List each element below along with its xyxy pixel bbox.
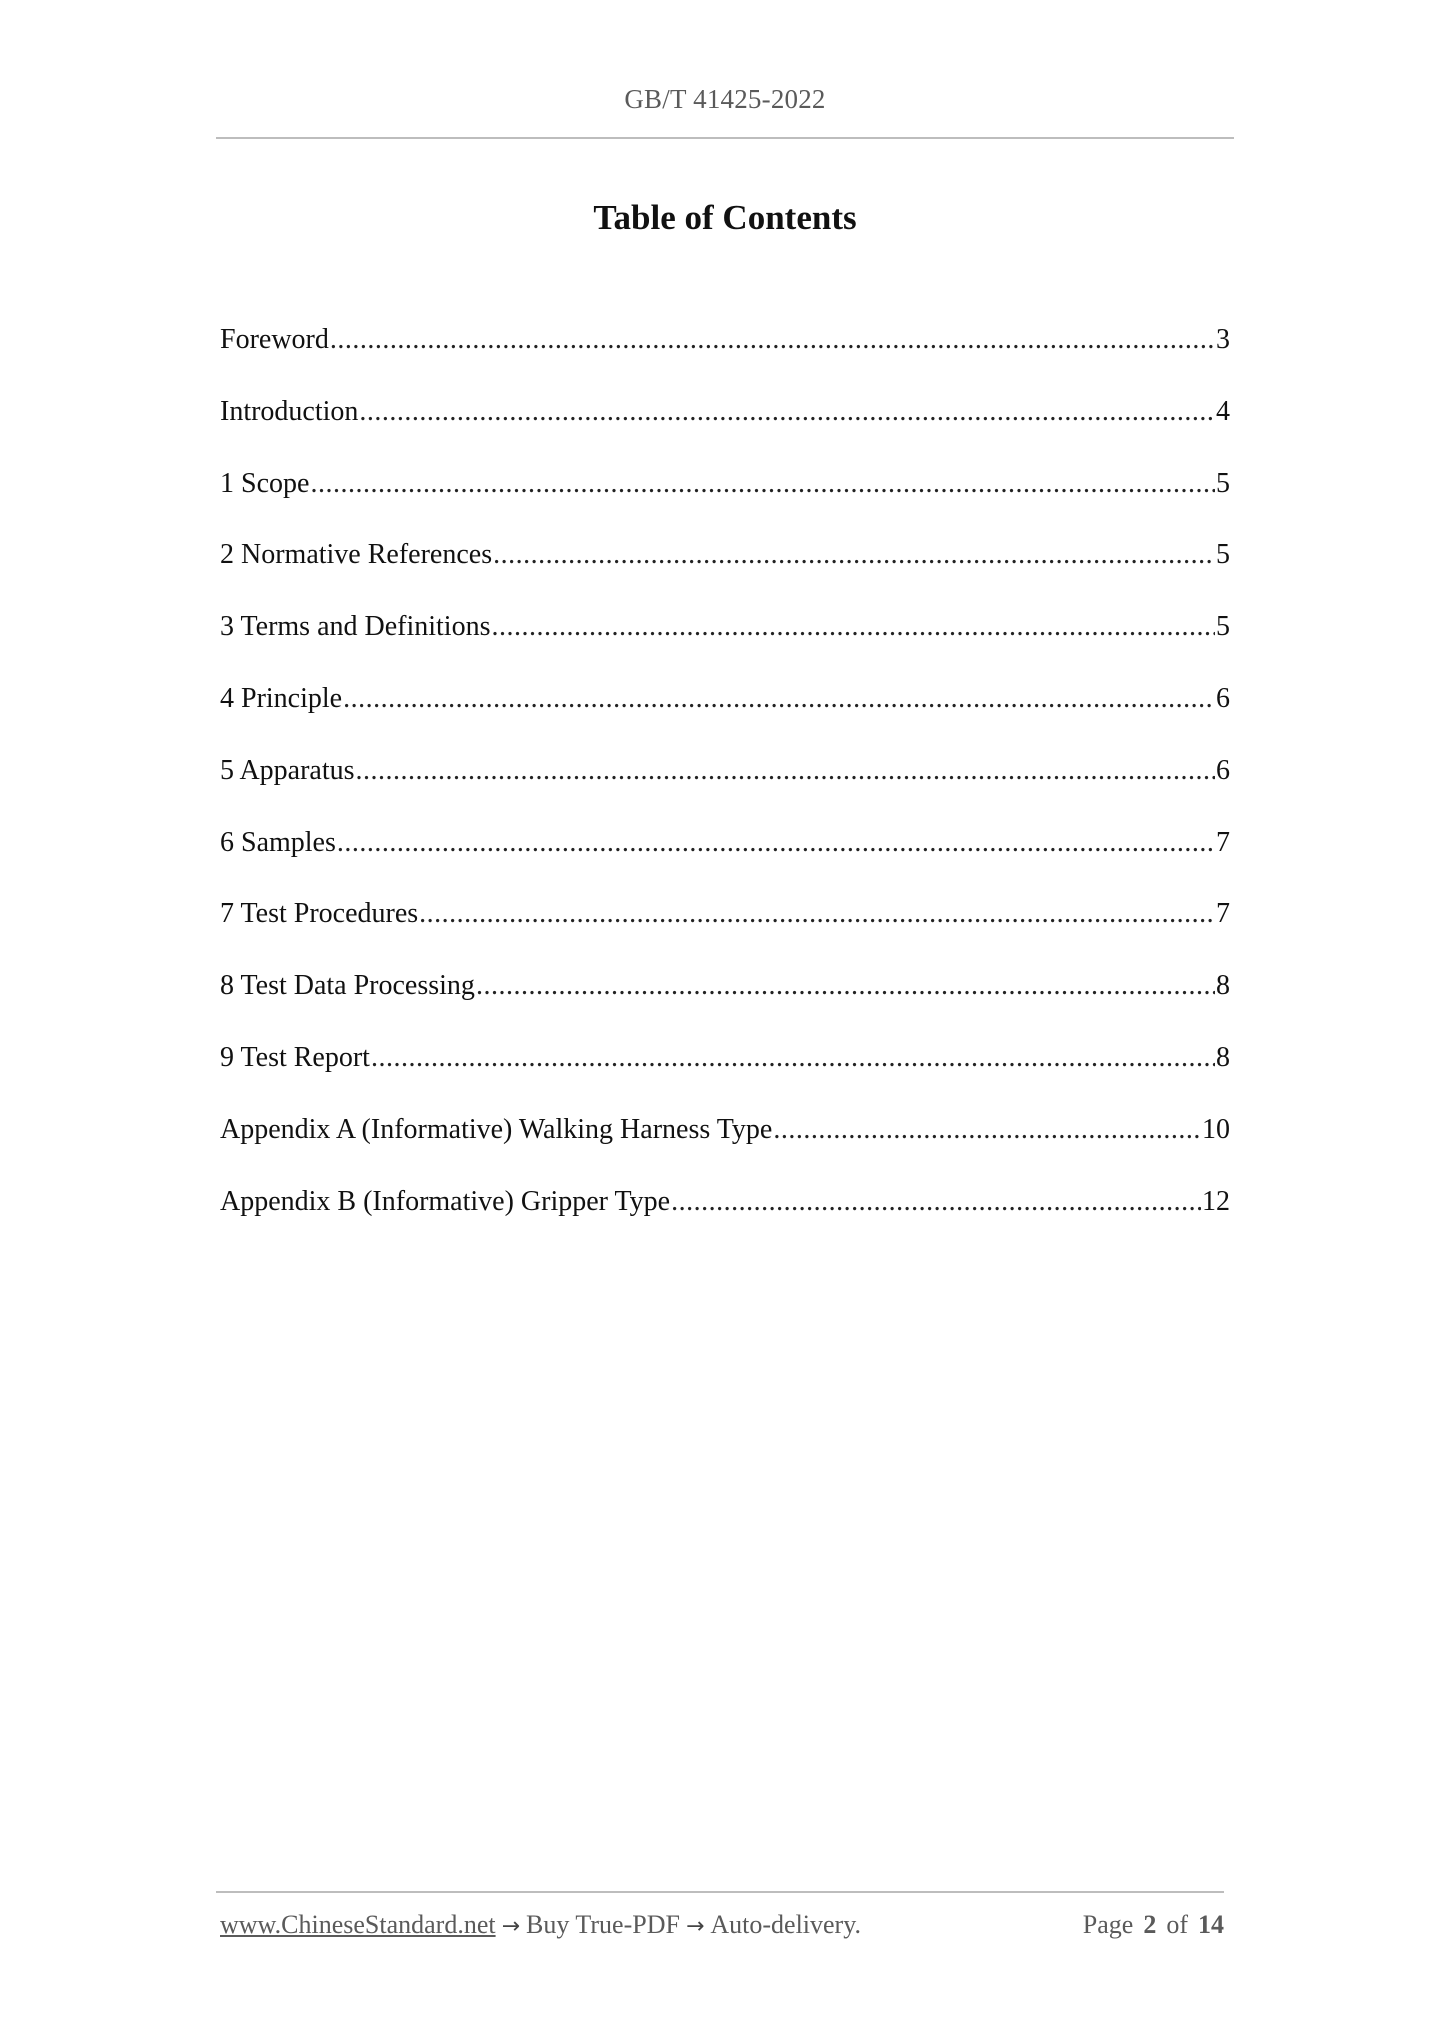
toc-dot-leader	[330, 320, 1215, 360]
current-page-number: 2	[1143, 1910, 1157, 1939]
toc-entry-page: 5	[1216, 467, 1230, 499]
toc-dot-leader	[773, 1110, 1201, 1150]
toc-entry-label: 5 Apparatus	[220, 754, 355, 786]
toc-entry-page: 5	[1216, 539, 1230, 571]
toc-entry-label: Appendix B (Informative) Gripper Type	[220, 1185, 671, 1217]
toc-entry-principle[interactable]	[220, 679, 1230, 751]
toc-entry-label: Foreword	[220, 324, 329, 355]
toc-entry-page: 6	[1216, 754, 1230, 786]
toc-entry-label: 6 Samples	[220, 826, 336, 858]
toc-entry-page: 10	[1202, 1113, 1230, 1145]
toc-entry-page: 12	[1202, 1185, 1230, 1217]
buy-text: Buy True-PDF	[526, 1910, 680, 1939]
toc-entry-page: 8	[1216, 1041, 1230, 1073]
toc-dot-leader	[371, 1038, 1215, 1078]
toc-entry-page: 3	[1216, 324, 1230, 355]
document-header: GB/T 41425-2022	[624, 84, 826, 114]
toc-dot-leader	[493, 535, 1215, 575]
toc-entry-label: 7 Test Procedures	[220, 898, 419, 930]
toc-entry-label: 9 Test Report	[220, 1041, 370, 1073]
delivery-text: Auto-delivery.	[710, 1910, 862, 1939]
toc-entry-appendix-a[interactable]	[220, 1110, 1230, 1182]
total-pages-number: 14	[1198, 1910, 1224, 1939]
footer-promo	[220, 1910, 861, 1940]
header-divider	[216, 137, 1234, 139]
toc-entry-test-data-processing[interactable]	[220, 966, 1230, 1038]
of-word: of	[1166, 1910, 1188, 1939]
toc-list	[220, 320, 1230, 1253]
toc-entry-foreword[interactable]	[220, 320, 1230, 392]
toc-dot-leader	[337, 823, 1215, 863]
toc-dot-leader	[310, 464, 1215, 504]
toc-entry-label: Introduction	[220, 395, 359, 427]
toc-entry-label: 4 Principle	[220, 682, 343, 714]
toc-entry-test-procedures[interactable]	[220, 894, 1230, 966]
toc-dot-leader	[671, 1182, 1201, 1222]
toc-entry-terms-definitions[interactable]	[220, 607, 1230, 679]
toc-entry-page: 8	[1216, 970, 1230, 1002]
toc-entry-label: Appendix A (Informative) Walking Harness Type	[220, 1113, 773, 1145]
toc-entry-page: 7	[1216, 826, 1230, 858]
page-word: Page	[1082, 1910, 1134, 1939]
toc-dot-leader	[419, 894, 1215, 934]
toc-entry-normative-references[interactable]	[220, 535, 1230, 607]
toc-dot-leader	[359, 392, 1215, 432]
toc-entry-test-report[interactable]	[220, 1038, 1230, 1110]
toc-entry-page: 6	[1216, 682, 1230, 714]
arrow-right-icon: →	[685, 1914, 705, 1939]
toc-entry-samples[interactable]	[220, 823, 1230, 895]
toc-entry-appendix-b[interactable]	[220, 1182, 1230, 1254]
footer-divider	[216, 1891, 1224, 1893]
toc-title: Table of Contents	[593, 198, 857, 237]
toc-entry-apparatus[interactable]	[220, 751, 1230, 823]
toc-entry-label: 3 Terms and Definitions	[220, 611, 491, 643]
toc-dot-leader	[356, 751, 1215, 791]
toc-dot-leader	[476, 966, 1215, 1006]
toc-entry-label: 2 Normative References	[220, 539, 493, 571]
toc-entry-page: 5	[1216, 611, 1230, 643]
toc-dot-leader	[491, 607, 1215, 647]
site-link[interactable]: www.ChineseStandard.net	[220, 1910, 496, 1939]
toc-entry-page: 4	[1216, 395, 1230, 427]
page-footer	[220, 1910, 1224, 1940]
page-indicator	[1083, 1910, 1224, 1940]
toc-entry-page: 7	[1216, 898, 1230, 930]
toc-entry-scope[interactable]	[220, 464, 1230, 536]
toc-entry-introduction[interactable]	[220, 392, 1230, 464]
arrow-right-icon: →	[501, 1914, 521, 1939]
toc-entry-label: 1 Scope	[220, 467, 310, 499]
toc-dot-leader	[343, 679, 1215, 719]
toc-entry-label: 8 Test Data Processing	[220, 970, 475, 1002]
